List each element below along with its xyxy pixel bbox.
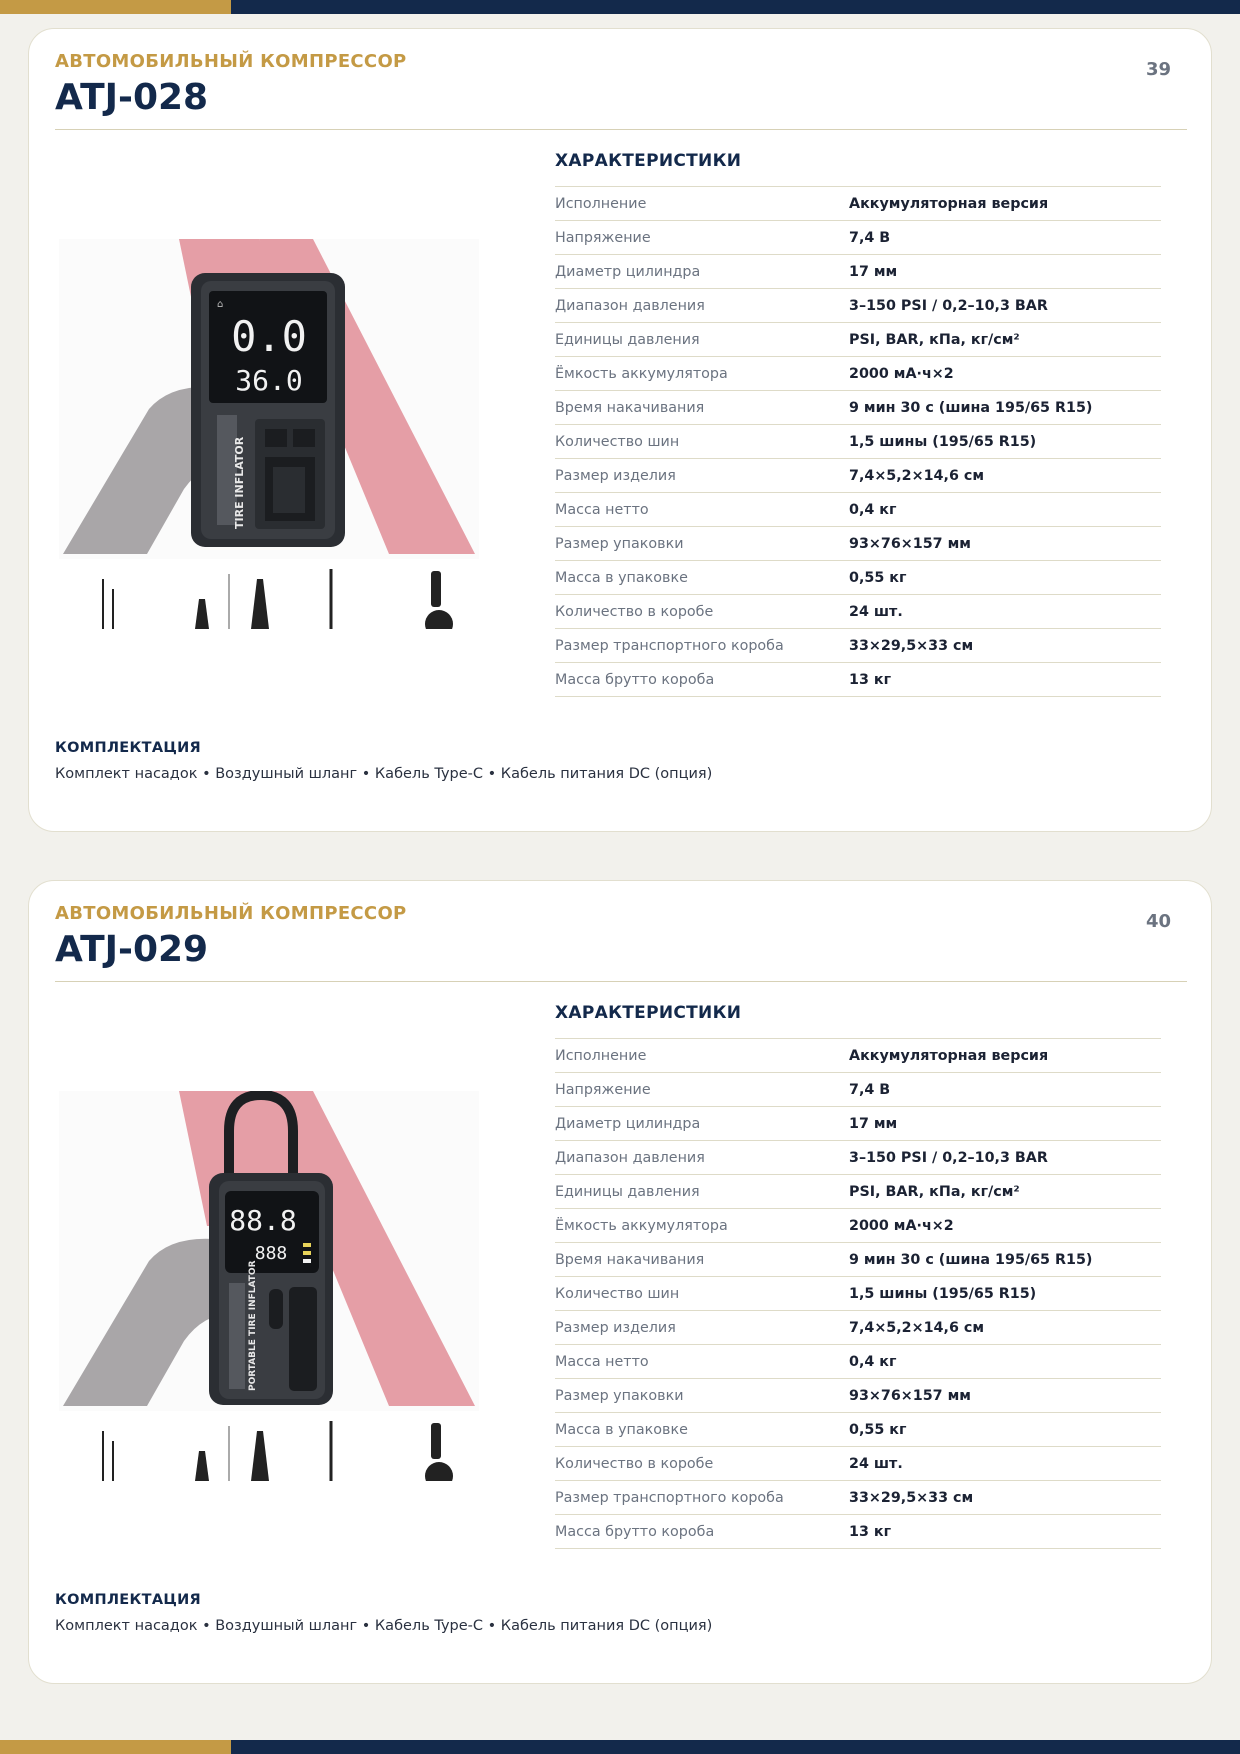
table-row — [555, 459, 1161, 493]
spec-value: Аккумуляторная версия — [849, 195, 1049, 212]
table-row — [555, 629, 1161, 663]
spec-value: 24 шт. — [849, 603, 903, 620]
specs-table — [555, 186, 1161, 697]
spec-key: Масса брутто короба — [555, 1523, 715, 1540]
device-button-left — [265, 429, 287, 447]
table-row — [555, 493, 1161, 527]
spec-value: 0,55 кг — [849, 1421, 907, 1438]
specs-table — [555, 1038, 1161, 1549]
spec-value: 3–150 PSI / 0,2–10,3 BAR — [849, 297, 1048, 314]
spec-key: Масса нетто — [555, 501, 649, 518]
spec-value: 0,4 кг — [849, 501, 897, 518]
table-row — [555, 357, 1161, 391]
table-row — [555, 1141, 1161, 1175]
table-row — [555, 1481, 1161, 1515]
spec-key: Время накачивания — [555, 399, 705, 416]
product-photo — [59, 239, 479, 629]
header-divider — [55, 981, 1187, 982]
kit-heading: КОМПЛЕКТАЦИЯ — [55, 740, 202, 756]
spec-key: Время накачивания — [555, 1251, 705, 1268]
kit-heading: КОМПЛЕКТАЦИЯ — [55, 1592, 202, 1608]
table-row — [555, 187, 1161, 221]
accessory-car-plug — [431, 1423, 441, 1459]
spec-key: Размер упаковки — [555, 1387, 684, 1404]
spec-value: 93×76×157 мм — [849, 535, 971, 552]
screen-icon: ⌂ — [217, 299, 224, 310]
spec-value: 2000 мА·ч×2 — [849, 1217, 954, 1234]
spec-key: Исполнение — [555, 195, 647, 212]
screen-reading-2: 36.0 — [235, 364, 303, 397]
table-row — [555, 425, 1161, 459]
table-row — [555, 1073, 1161, 1107]
spec-key: Масса брутто короба — [555, 671, 715, 688]
top-accent-navy — [231, 0, 1240, 14]
spec-value: 33×29,5×33 см — [849, 1489, 974, 1506]
spec-value: PSI, BAR, кПа, кг/см² — [849, 331, 1020, 348]
spec-key: Размер транспортного короба — [555, 1489, 784, 1506]
screen-reading-2: 888 — [254, 1243, 288, 1264]
bottom-accent-bar — [0, 1740, 1240, 1754]
spec-key: Количество в коробе — [555, 603, 714, 620]
product-photo — [59, 1091, 479, 1481]
spec-value: 33×29,5×33 см — [849, 637, 974, 654]
spec-value: 0,55 кг — [849, 569, 907, 586]
spec-value: 0,4 кг — [849, 1353, 897, 1370]
table-row — [555, 1413, 1161, 1447]
table-row — [555, 1311, 1161, 1345]
table-row — [555, 391, 1161, 425]
table-row — [555, 221, 1161, 255]
device-button — [269, 1289, 283, 1329]
spec-key: Масса нетто — [555, 1353, 649, 1370]
screen-indicator-2 — [303, 1251, 311, 1255]
product-card-atj-028 — [28, 28, 1212, 832]
kit-contents: Комплект насадок • Воздушный шланг • Кабель Type-C • Кабель питания DC (опция) — [55, 766, 713, 782]
spec-value: 13 кг — [849, 671, 892, 688]
table-row — [555, 663, 1161, 697]
table-row — [555, 595, 1161, 629]
product-illustration — [59, 239, 479, 629]
page-number: 39 — [1145, 59, 1171, 80]
accessory-car-plug — [431, 571, 441, 607]
spec-key: Диапазон давления — [555, 1149, 705, 1166]
spec-key: Размер транспортного короба — [555, 637, 784, 654]
accessory-nozzle-2 — [251, 579, 269, 629]
screen-indicator-3 — [303, 1259, 311, 1263]
spec-value: 2000 мА·ч×2 — [849, 365, 954, 382]
spec-key: Напряжение — [555, 229, 651, 246]
page-number: 40 — [1145, 911, 1171, 932]
table-row — [555, 289, 1161, 323]
table-row — [555, 1447, 1161, 1481]
table-row — [555, 1277, 1161, 1311]
spec-value: 24 шт. — [849, 1455, 903, 1472]
product-card-atj-029 — [28, 880, 1212, 1684]
spec-key: Размер изделия — [555, 1319, 676, 1336]
spec-key: Ёмкость аккумулятора — [555, 1217, 728, 1234]
top-accent-gold — [0, 0, 231, 14]
table-row — [555, 1515, 1161, 1549]
table-row — [555, 1345, 1161, 1379]
spec-key: Диаметр цилиндра — [555, 1115, 701, 1132]
spec-value: 9 мин 30 с (шина 195/65 R15) — [849, 1251, 1093, 1268]
screen-reading-1: 88.8 — [229, 1204, 297, 1237]
device-label: TIRE INFLATOR — [233, 436, 246, 529]
product-illustration — [59, 1091, 479, 1481]
screen-reading-1: 0.0 — [231, 312, 307, 361]
accessory-nozzle-1 — [195, 599, 209, 629]
spec-value: 17 мм — [849, 263, 898, 280]
accessory-nozzle-1 — [195, 1451, 209, 1481]
table-row — [555, 323, 1161, 357]
spec-key: Количество в коробе — [555, 1455, 714, 1472]
header-divider — [55, 129, 1187, 130]
specs-heading: ХАРАКТЕРИСТИКИ — [555, 151, 742, 171]
product-model: ATJ-028 — [55, 77, 209, 118]
spec-key: Масса в упаковке — [555, 569, 688, 586]
spec-value: 7,4 В — [849, 1081, 891, 1098]
product-category: АВТОМОБИЛЬНЫЙ КОМПРЕССОР — [55, 51, 407, 72]
product-model: ATJ-029 — [55, 929, 209, 970]
device-grille — [289, 1287, 317, 1391]
kit-contents: Комплект насадок • Воздушный шланг • Кабель Type-C • Кабель питания DC (опция) — [55, 1618, 713, 1634]
bottom-accent-gold — [0, 1740, 231, 1754]
table-row — [555, 1039, 1161, 1073]
top-accent-bar — [0, 0, 1240, 14]
table-row — [555, 1175, 1161, 1209]
specs-heading: ХАРАКТЕРИСТИКИ — [555, 1003, 742, 1023]
spec-key: Размер изделия — [555, 467, 676, 484]
spec-key: Диапазон давления — [555, 297, 705, 314]
table-row — [555, 1209, 1161, 1243]
spec-value: 93×76×157 мм — [849, 1387, 971, 1404]
spec-value: 1,5 шины (195/65 R15) — [849, 433, 1037, 450]
spec-key: Количество шин — [555, 433, 680, 450]
table-row — [555, 1107, 1161, 1141]
spec-key: Масса в упаковке — [555, 1421, 688, 1438]
spec-value: 7,4 В — [849, 229, 891, 246]
spec-key: Единицы давления — [555, 331, 700, 348]
spec-key: Количество шин — [555, 1285, 680, 1302]
device-stripe — [229, 1283, 245, 1389]
spec-value: 17 мм — [849, 1115, 898, 1132]
spec-value: 13 кг — [849, 1523, 892, 1540]
accessory-coil — [425, 610, 453, 629]
spec-value: 1,5 шины (195/65 R15) — [849, 1285, 1037, 1302]
spec-value: 3–150 PSI / 0,2–10,3 BAR — [849, 1149, 1048, 1166]
accessory-nozzle-2 — [251, 1431, 269, 1481]
bottom-accent-navy — [231, 1740, 1240, 1754]
screen-indicator-1 — [303, 1243, 311, 1247]
table-row — [555, 1243, 1161, 1277]
spec-key: Ёмкость аккумулятора — [555, 365, 728, 382]
product-category: АВТОМОБИЛЬНЫЙ КОМПРЕССОР — [55, 903, 407, 924]
spec-value: 9 мин 30 с (шина 195/65 R15) — [849, 399, 1093, 416]
spec-key: Исполнение — [555, 1047, 647, 1064]
spec-key: Размер упаковки — [555, 535, 684, 552]
table-row — [555, 1379, 1161, 1413]
spec-key: Напряжение — [555, 1081, 651, 1098]
spec-value: Аккумуляторная версия — [849, 1047, 1049, 1064]
spec-value: 7,4×5,2×14,6 см — [849, 467, 985, 484]
spec-key: Единицы давления — [555, 1183, 700, 1200]
spec-value: 7,4×5,2×14,6 см — [849, 1319, 985, 1336]
device-button-right — [293, 429, 315, 447]
spec-key: Диаметр цилиндра — [555, 263, 701, 280]
accessory-coil — [425, 1462, 453, 1481]
table-row — [555, 527, 1161, 561]
spec-value: PSI, BAR, кПа, кг/см² — [849, 1183, 1020, 1200]
table-row — [555, 255, 1161, 289]
table-row — [555, 561, 1161, 595]
device-label: PORTABLE TIRE INFLATOR — [248, 1260, 258, 1391]
